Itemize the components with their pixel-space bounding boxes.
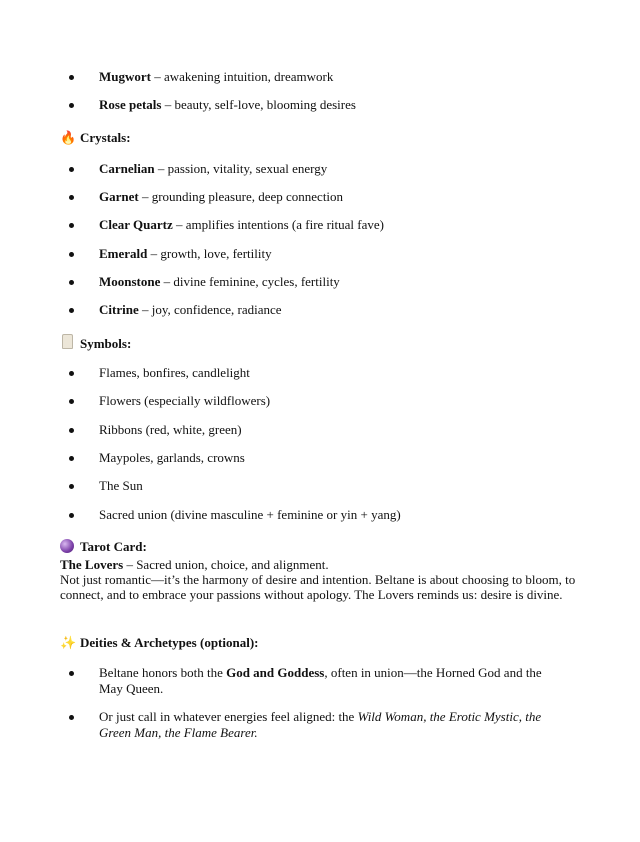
bullet — [69, 399, 74, 404]
bullet — [69, 456, 74, 461]
deities-heading-text: Deities & Archetypes (optional): — [80, 635, 259, 650]
item-name: Emerald — [99, 246, 148, 261]
bullet — [69, 308, 74, 313]
item-desc: – amplifies intentions (a fire ritual fave) — [172, 217, 384, 232]
item-name: Moonstone — [99, 274, 161, 289]
item-text: Ribbons (red, white, green) — [99, 422, 242, 437]
item-name: Clear Quartz — [99, 217, 173, 232]
tarot-body: Not just romantic—it’s the harmony of desire and intention. Beltane is about choosing to bloom, to connect, and to embrace your passions without apology. The Lovers reminds us: desire is divine. — [60, 572, 576, 602]
bullet — [69, 280, 74, 285]
item-desc: – grounding pleasure, deep connection — [138, 189, 344, 204]
symbols-heading-text: Symbols: — [80, 336, 132, 351]
bullet — [69, 371, 74, 376]
tarot-heading-text: Tarot Card: — [80, 539, 147, 554]
item-text-italic: Wild Woman, the Erotic Mystic, the Green Man, the Flame Bearer. — [99, 709, 542, 740]
item-name: Garnet — [99, 189, 139, 204]
item-name: Rose petals — [99, 97, 162, 112]
item-desc: – divine feminine, cycles, fertility — [160, 274, 340, 289]
item-text: Maypoles, garlands, crowns — [99, 450, 245, 465]
bullet — [69, 75, 74, 80]
crystal-ball-icon — [60, 539, 74, 553]
tarot-heading — [60, 538, 147, 556]
item-text-pre: Or just call in whatever energies feel aligned: the — [99, 709, 358, 724]
sparkles-icon: ✨ — [60, 635, 77, 650]
bullet — [69, 513, 74, 518]
bullet — [69, 103, 74, 108]
bullet — [69, 195, 74, 200]
item-desc: – joy, confidence, radiance — [138, 302, 282, 317]
item-text: The Sun — [99, 478, 143, 493]
bullet — [69, 671, 74, 676]
item-desc: – growth, love, fertility — [147, 246, 272, 261]
crystals-heading-text: Crystals: — [80, 130, 131, 145]
item-text-post: , often in union—the Horned God and the May Queen. — [99, 665, 542, 696]
bullet — [69, 428, 74, 433]
item-text-pre: Beltane honors both the — [99, 665, 227, 680]
bullet — [69, 484, 74, 489]
tarot-card-name: The Lovers — [60, 557, 124, 572]
candle-icon — [62, 334, 73, 349]
item-desc: – awakening intuition, dreamwork — [151, 69, 334, 84]
tarot-card-desc: – Sacred union, choice, and alignment. — [123, 557, 329, 572]
item-name: Citrine — [99, 302, 139, 317]
crystals-heading — [60, 129, 131, 147]
symbols-heading — [60, 334, 131, 353]
bullet — [69, 715, 74, 720]
item-desc: – passion, vitality, sexual energy — [154, 161, 328, 176]
deities-heading — [60, 634, 258, 652]
bullet — [69, 252, 74, 257]
tarot-card-line — [60, 557, 580, 572]
item-name: Carnelian — [99, 161, 155, 176]
fire-icon: 🔥 — [60, 130, 77, 145]
item-name: Mugwort — [99, 69, 151, 84]
bullet — [69, 223, 74, 228]
item-text: Flames, bonfires, candlelight — [99, 365, 250, 380]
bullet — [69, 167, 74, 172]
item-desc: – beauty, self-love, blooming desires — [161, 97, 356, 112]
item-text: Sacred union (divine masculine + feminine or yin + yang) — [99, 507, 401, 522]
item-text-bold: God and Goddess — [226, 665, 325, 680]
item-text: Flowers (especially wildflowers) — [99, 393, 271, 408]
